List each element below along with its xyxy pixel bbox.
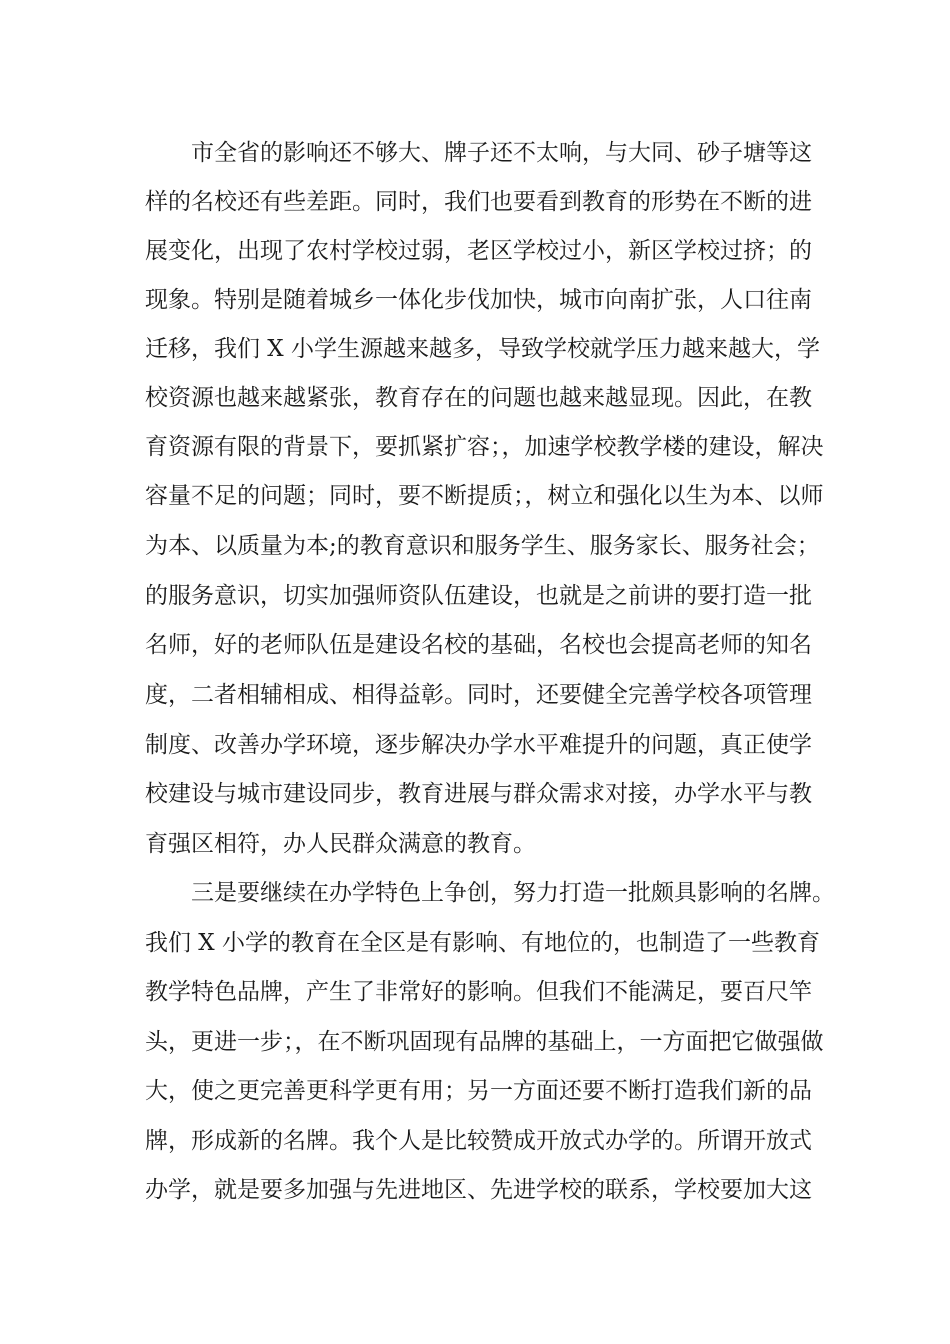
text-line: 度，二者相辅相成、相得益彰。同时，还要健全完善学校各项管理 xyxy=(145,682,812,708)
text-line: 展变化，出现了农村学校过弱，老区学校过小，新区学校过挤；的 xyxy=(145,238,812,264)
text-line: 制度、改善办学环境，逐步解决办学水平难提升的问题，真正使学 xyxy=(145,732,812,758)
text-line: 校建设与城市建设同步，教育进展与群众需求对接，办学水平与教 xyxy=(145,781,812,807)
text-line: 育资源有限的背景下，要抓紧扩容；，加速学校教学楼的建设，解决 xyxy=(145,434,824,460)
text-line: 市全省的影响还不够大、牌子还不太响，与大同、砂子塘等这 xyxy=(191,140,812,166)
text-line: 名师，好的老师队伍是建设名校的基础，名校也会提高老师的知名 xyxy=(145,632,812,658)
text-line: 我们 X 小学的教育在全区是有影响、有地位的，也制造了一些教育 xyxy=(145,930,820,956)
text-line: 办学，就是要多加强与先进地区、先进学校的联系，学校要加大这 xyxy=(145,1177,812,1203)
text-line: 三是要继续在办学特色上争创，努力打造一批颇具影响的名牌。 xyxy=(191,880,835,906)
text-line: 教学特色品牌，产生了非常好的影响。但我们不能满足，要百尺竿 xyxy=(145,979,812,1005)
text-line: 校资源也越来越紧张，教育存在的问题也越来越显现。因此，在教 xyxy=(145,385,812,411)
text-line: 育强区相符，办人民群众满意的教育。 xyxy=(145,831,536,857)
text-line: 样的名校还有些差距。同时，我们也要看到教育的形势在不断的进 xyxy=(145,189,812,215)
text-line: 大，使之更完善更科学更有用；另一方面还要不断打造我们新的品 xyxy=(145,1078,812,1104)
text-line: 的服务意识，切实加强师资队伍建设，也就是之前讲的要打造一批 xyxy=(145,583,812,609)
text-line: 为本、以质量为本;的教育意识和服务学生、服务家长、服务社会； xyxy=(145,533,820,559)
text-line: 牌，形成新的名牌。我个人是比较赞成开放式办学的。所谓开放式 xyxy=(145,1128,812,1154)
text-line: 头，更进一步；，在不断巩固现有品牌的基础上，一方面把它做强做 xyxy=(145,1029,824,1055)
text-line: 迁移，我们 X 小学生源越来越多，导致学校就学压力越来越大，学 xyxy=(145,336,820,362)
text-line: 容量不足的问题；同时，要不断提质；，树立和强化以生为本、以师 xyxy=(145,483,824,509)
text-line: 现象。特别是随着城乡一体化步伐加快，城市向南扩张，人口往南 xyxy=(145,287,812,313)
